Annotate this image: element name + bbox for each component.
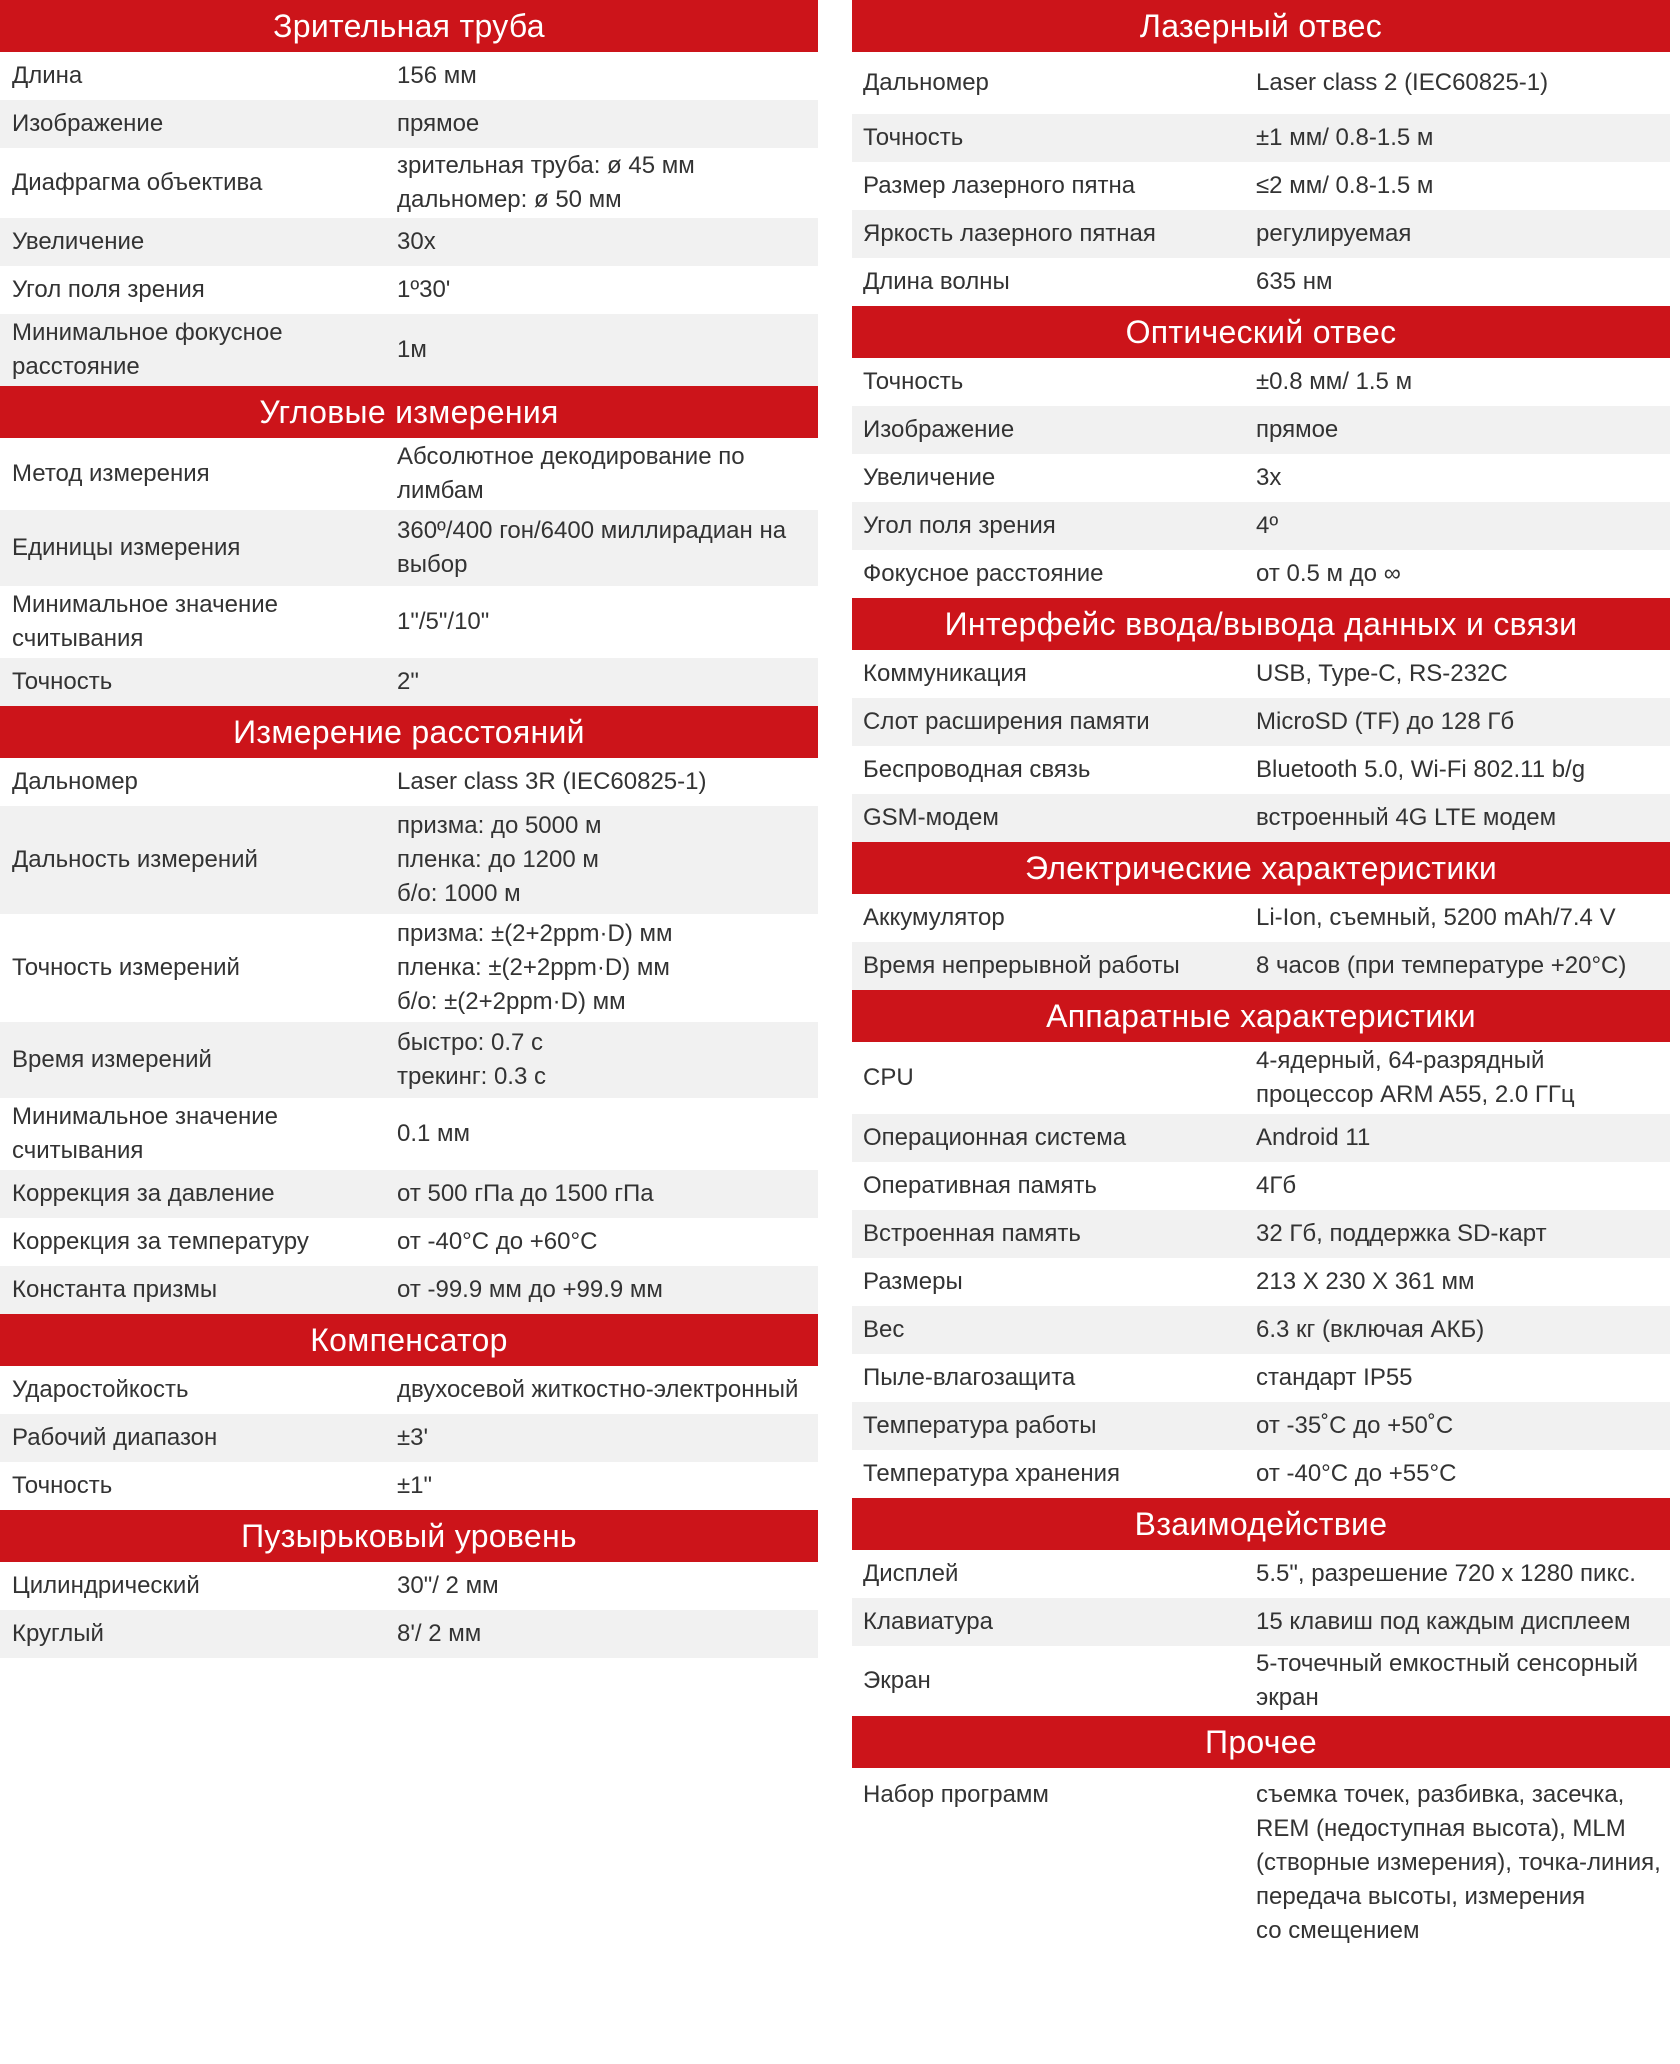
spec-row xyxy=(852,650,1670,698)
spec-label: Минимальное фокусное расстояние xyxy=(12,319,283,380)
spec-row xyxy=(852,1646,1670,1716)
spec-label: Ударостойкость xyxy=(12,1376,189,1403)
spec-section xyxy=(0,1510,818,1658)
spec-value: 213 X 230 X 361 мм xyxy=(1256,1268,1475,1295)
spec-value: 3x xyxy=(1256,464,1282,491)
spec-label: Яркость лазерного пятная xyxy=(863,220,1156,247)
spec-row xyxy=(0,100,818,148)
spec-label: Точность xyxy=(863,124,964,151)
spec-label: Круглый xyxy=(12,1620,104,1647)
spec-value: 30"/ 2 мм xyxy=(397,1572,499,1599)
spec-label: Слот расширения памяти xyxy=(863,708,1150,735)
spec-label: GSM-модем xyxy=(863,804,999,831)
spec-row xyxy=(0,1610,818,1658)
spec-section xyxy=(852,990,1670,1498)
spec-row xyxy=(852,794,1670,842)
spec-value: Android 11 xyxy=(1256,1124,1371,1151)
spec-label: Метод измерения xyxy=(12,460,210,487)
spec-label: Аккумулятор xyxy=(863,904,1005,931)
spec-label: Клавиатура xyxy=(863,1608,993,1635)
spec-value: от -40°С до +60°С xyxy=(397,1228,598,1255)
spec-value: Laser class 3R (IEC60825-1) xyxy=(397,768,707,795)
spec-value: съемка точек, разбивка, засечка, REM (недоступная высота), MLM (створные измерения), точка-линия, передача высоты, измерения со смещением xyxy=(1256,1781,1661,1944)
spec-label: Температура хранения xyxy=(863,1460,1120,1487)
spec-label: Беспроводная связь xyxy=(863,756,1091,783)
section-header: Пузырьковый уровень xyxy=(0,1510,818,1562)
spec-value: стандарт IP55 xyxy=(1256,1364,1413,1391)
spec-row xyxy=(0,1266,818,1314)
spec-value: 635 нм xyxy=(1256,268,1333,295)
spec-label: Встроенная память xyxy=(863,1220,1081,1247)
spec-label: Рабочий диапазон xyxy=(12,1424,218,1451)
spec-label: Минимальное значение считывания xyxy=(12,1103,278,1164)
spec-row xyxy=(852,1768,1670,1948)
spec-label: Увеличение xyxy=(12,228,145,255)
spec-value: USB, Type-C, RS-232C xyxy=(1256,660,1508,687)
spec-value: 5.5", разрешение 720 x 1280 пикс. xyxy=(1256,1560,1636,1587)
spec-table xyxy=(852,358,1670,598)
spec-value: 4-ядерный, 64-разрядный процессор ARM A55, 2.0 ГГц xyxy=(1256,1047,1575,1108)
spec-row xyxy=(0,148,818,218)
spec-value: 8 часов (при температуре +20°С) xyxy=(1256,952,1627,979)
spec-section xyxy=(0,706,818,1314)
spec-row xyxy=(0,52,818,100)
spec-row xyxy=(852,454,1670,502)
spec-row xyxy=(852,746,1670,794)
spec-table xyxy=(0,52,818,386)
spec-label: Коммуникация xyxy=(863,660,1027,687)
spec-value: Bluetooth 5.0, Wi-Fi 802.11 b/g xyxy=(1256,756,1586,783)
spec-row xyxy=(852,1550,1670,1598)
spec-row xyxy=(0,658,818,706)
spec-label: CPU xyxy=(863,1064,914,1091)
spec-label: Размер лазерного пятна xyxy=(863,172,1136,199)
spec-value: двухосевой житкостно-электронный xyxy=(397,1376,799,1403)
spec-value: от -40°С до +55°С xyxy=(1256,1460,1457,1487)
spec-label: Коррекция за давление xyxy=(12,1180,275,1207)
spec-label: Дальномер xyxy=(863,69,989,96)
spec-table xyxy=(0,758,818,1314)
spec-label: Экран xyxy=(863,1667,931,1694)
spec-value: прямое xyxy=(1256,416,1339,443)
spec-label: Угол поля зрения xyxy=(863,512,1056,539)
spec-value: 4º xyxy=(1256,512,1279,539)
spec-label: Длина волны xyxy=(863,268,1010,295)
spec-row xyxy=(0,314,818,386)
spec-label: Размеры xyxy=(863,1268,963,1295)
spec-value: регулируемая xyxy=(1256,220,1412,247)
spec-value: ±1" xyxy=(397,1472,433,1499)
spec-value: призма: ±(2+2ppm·D) мм пленка: ±(2+2ppm·D) мм б/о: ±(2+2ppm·D) мм xyxy=(397,920,673,1015)
spec-value: MicroSD (TF) до 128 Гб xyxy=(1256,708,1515,735)
spec-row xyxy=(0,510,818,586)
section-header: Аппаратные характеристики xyxy=(852,990,1670,1042)
spec-row xyxy=(0,806,818,914)
spec-section xyxy=(0,386,818,706)
spec-section xyxy=(0,0,818,386)
spec-row xyxy=(852,1258,1670,1306)
spec-value: Li-Ion, съемный, 5200 mAh/7.4 V xyxy=(1256,904,1616,931)
right-spec-column xyxy=(852,0,1670,1948)
spec-value: 156 мм xyxy=(397,62,477,89)
section-header: Измерение расстояний xyxy=(0,706,818,758)
left-spec-column xyxy=(0,0,818,1658)
spec-label: Фокусное расстояние xyxy=(863,560,1104,587)
spec-value: зрительная труба: ø 45 мм дальномер: ø 50 мм xyxy=(397,152,695,213)
spec-row xyxy=(852,114,1670,162)
spec-value: 360º/400 гон/6400 миллирадиан на выбор xyxy=(397,517,787,578)
spec-row xyxy=(852,942,1670,990)
spec-row xyxy=(0,758,818,806)
spec-table xyxy=(852,1768,1670,1948)
spec-table xyxy=(0,1366,818,1510)
spec-row xyxy=(0,266,818,314)
spec-label: Точность измерений xyxy=(12,954,240,981)
spec-value: Laser class 2 (IEC60825-1) xyxy=(1256,69,1549,96)
spec-row xyxy=(852,1598,1670,1646)
spec-row xyxy=(852,258,1670,306)
spec-row xyxy=(852,502,1670,550)
section-header: Оптический отвес xyxy=(852,306,1670,358)
spec-row xyxy=(0,1562,818,1610)
spec-value: ≤2 мм/ 0.8-1.5 м xyxy=(1256,172,1434,199)
spec-value: от -99.9 мм до +99.9 мм xyxy=(397,1276,663,1303)
spec-row xyxy=(852,1450,1670,1498)
spec-row xyxy=(852,894,1670,942)
spec-table xyxy=(852,52,1670,306)
spec-label: Точность xyxy=(12,1472,113,1499)
spec-row xyxy=(852,1354,1670,1402)
spec-label: Набор программ xyxy=(863,1781,1049,1808)
spec-value: 1º30' xyxy=(397,276,451,303)
spec-label: Единицы измерения xyxy=(12,534,241,561)
spec-label: Увеличение xyxy=(863,464,996,491)
spec-label: Коррекция за температуру xyxy=(12,1228,309,1255)
spec-section xyxy=(852,1716,1670,1948)
section-header: Электрические характеристики xyxy=(852,842,1670,894)
spec-section xyxy=(852,598,1670,842)
spec-value: от 500 гПа до 1500 гПа xyxy=(397,1180,654,1207)
spec-section xyxy=(852,0,1670,306)
spec-row xyxy=(0,1170,818,1218)
spec-label: Цилиндрический xyxy=(12,1572,200,1599)
spec-row xyxy=(852,210,1670,258)
spec-table xyxy=(852,1550,1670,1716)
spec-label: Дальномер xyxy=(12,768,138,795)
spec-label: Время непрерывной работы xyxy=(863,952,1180,979)
spec-label: Дисплей xyxy=(863,1560,959,1587)
section-header: Прочее xyxy=(852,1716,1670,1768)
spec-label: Оперативная память xyxy=(863,1172,1097,1199)
spec-label: Константа призмы xyxy=(12,1276,218,1303)
spec-value: 1м xyxy=(397,336,427,363)
spec-value: 4Гб xyxy=(1256,1172,1297,1199)
spec-section xyxy=(852,306,1670,598)
spec-row xyxy=(852,406,1670,454)
spec-row xyxy=(0,1098,818,1170)
spec-row xyxy=(852,1114,1670,1162)
spec-label: Дальность измерений xyxy=(12,846,258,873)
spec-row xyxy=(0,218,818,266)
spec-label: Длина xyxy=(12,62,83,89)
spec-row xyxy=(0,914,818,1022)
spec-row xyxy=(0,1218,818,1266)
spec-value: быстро: 0.7 с трекинг: 0.3 с xyxy=(397,1029,546,1090)
spec-value: 8'/ 2 мм xyxy=(397,1620,482,1647)
spec-value: 32 Гб, поддержка SD-карт xyxy=(1256,1220,1547,1247)
spec-table xyxy=(852,650,1670,842)
section-header: Зрительная труба xyxy=(0,0,818,52)
spec-value: 6.3 кг (включая АКБ) xyxy=(1256,1316,1485,1343)
spec-section xyxy=(852,842,1670,990)
spec-label: Точность xyxy=(12,668,113,695)
spec-label: Пыле-влагозащита xyxy=(863,1364,1076,1391)
spec-value: призма: до 5000 м пленка: до 1200 м б/о: 1000 м xyxy=(397,812,602,907)
spec-label: Изображение xyxy=(863,416,1015,443)
spec-row xyxy=(0,586,818,658)
spec-value: 2" xyxy=(397,668,419,695)
spec-value: от -35˚С до +50˚С xyxy=(1256,1412,1454,1439)
spec-value: 30x xyxy=(397,228,436,255)
spec-row xyxy=(852,1042,1670,1114)
spec-table xyxy=(0,438,818,706)
spec-value: встроенный 4G LTE модем xyxy=(1256,804,1557,831)
spec-row xyxy=(852,358,1670,406)
spec-label: Изображение xyxy=(12,110,164,137)
spec-row xyxy=(0,1022,818,1098)
spec-section xyxy=(0,1314,818,1510)
spec-label: Угол поля зрения xyxy=(12,276,205,303)
spec-table xyxy=(0,1562,818,1658)
spec-label: Диафрагма объектива xyxy=(12,169,263,196)
section-header: Компенсатор xyxy=(0,1314,818,1366)
spec-row xyxy=(852,1402,1670,1450)
spec-label: Время измерений xyxy=(12,1046,212,1073)
spec-value: Абсолютное декодирование по лимбам xyxy=(397,443,745,504)
spec-value: 1"/5"/10" xyxy=(397,608,490,635)
spec-row xyxy=(0,1366,818,1414)
spec-row xyxy=(852,698,1670,746)
spec-table xyxy=(852,1042,1670,1498)
spec-row xyxy=(852,550,1670,598)
spec-row xyxy=(852,1210,1670,1258)
section-header: Интерфейс ввода/вывода данных и связи xyxy=(852,598,1670,650)
spec-value: ±0.8 мм/ 1.5 м xyxy=(1256,368,1413,395)
spec-value: ±3' xyxy=(397,1424,429,1451)
spec-row xyxy=(0,438,818,510)
spec-row xyxy=(852,1306,1670,1354)
spec-row xyxy=(0,1462,818,1510)
spec-label: Температура работы xyxy=(863,1412,1097,1439)
spec-row xyxy=(852,162,1670,210)
spec-label: Операционная система xyxy=(863,1124,1127,1151)
section-header: Лазерный отвес xyxy=(852,0,1670,52)
spec-value: прямое xyxy=(397,110,480,137)
spec-label: Точность xyxy=(863,368,964,395)
spec-row xyxy=(852,1162,1670,1210)
spec-value: 15 клавиш под каждым дисплеем xyxy=(1256,1608,1631,1635)
spec-value: ±1 мм/ 0.8-1.5 м xyxy=(1256,124,1434,151)
spec-value: 5-точечный емкостный сенсорный экран xyxy=(1256,1650,1639,1711)
spec-value: от 0.5 м до ∞ xyxy=(1256,560,1401,587)
spec-label: Минимальное значение считывания xyxy=(12,591,278,652)
spec-table xyxy=(852,894,1670,990)
spec-section xyxy=(852,1498,1670,1716)
spec-label: Вес xyxy=(863,1316,905,1343)
spec-value: 0.1 мм xyxy=(397,1120,471,1147)
section-header: Угловые измерения xyxy=(0,386,818,438)
spec-row xyxy=(0,1414,818,1462)
section-header: Взаимодействие xyxy=(852,1498,1670,1550)
spec-row xyxy=(852,52,1670,114)
